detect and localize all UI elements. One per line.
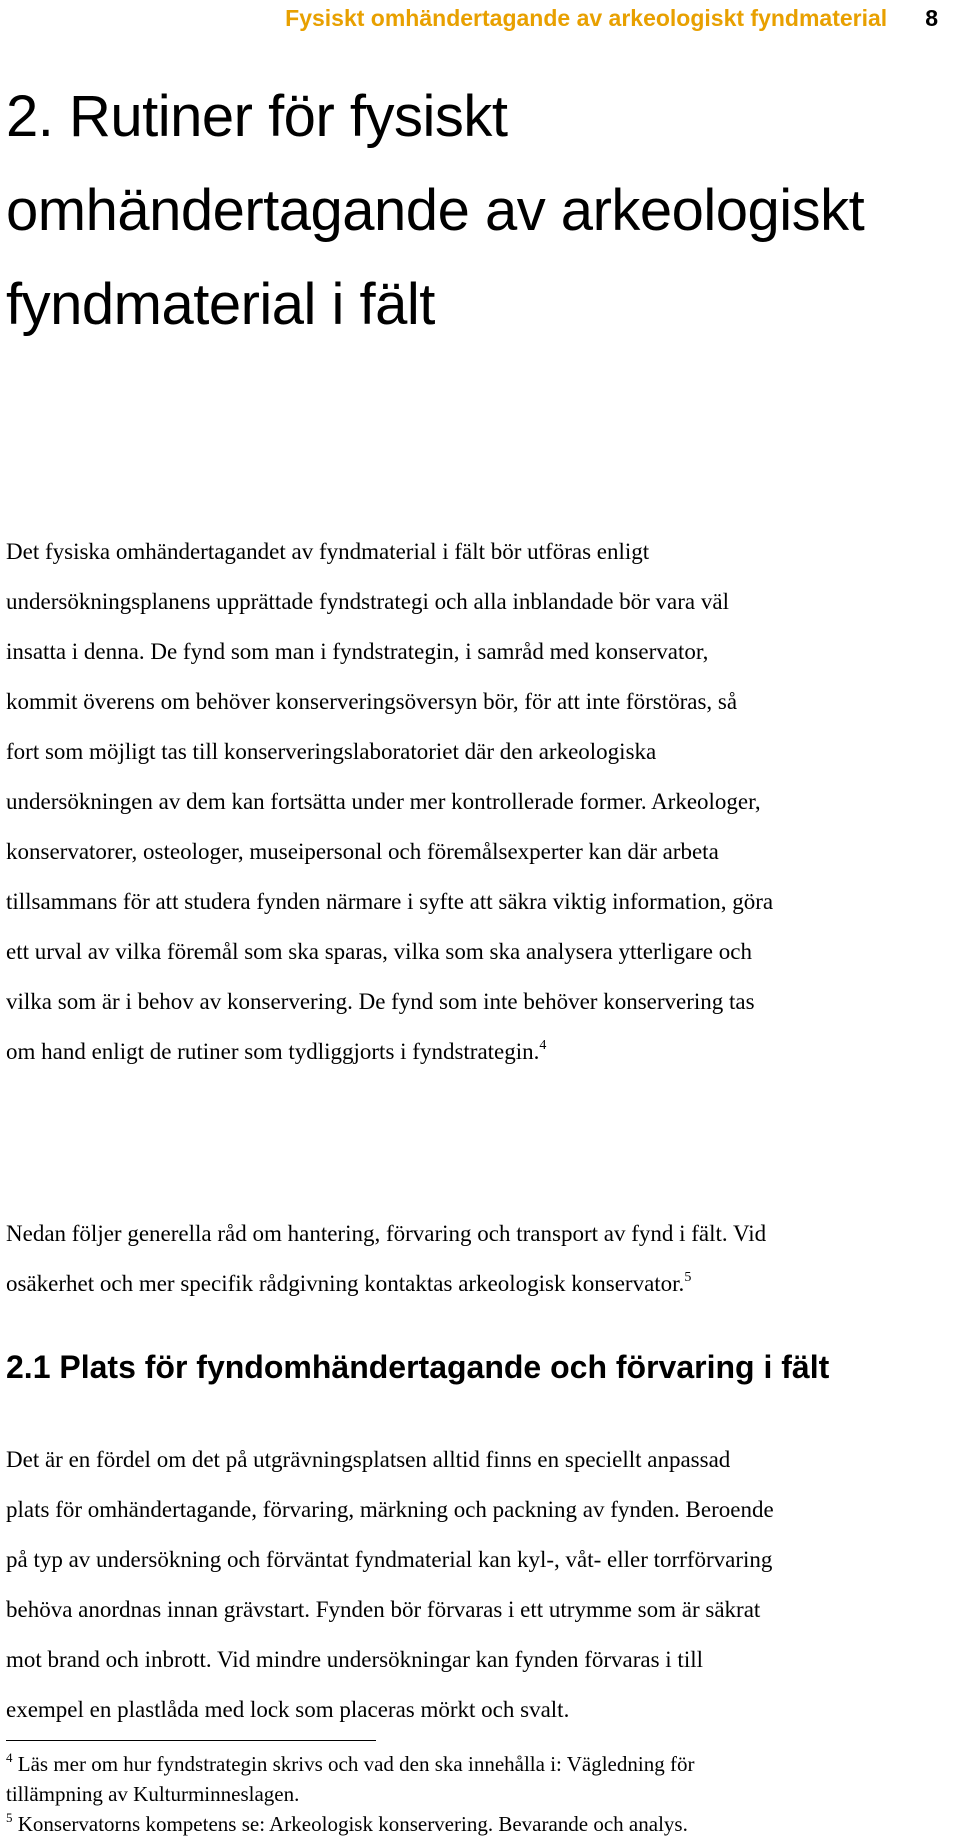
footnote-number: 5 xyxy=(6,1810,13,1825)
footnote-reference: 5 xyxy=(684,1270,692,1285)
paragraph-line: undersökningsplanens upprättade fyndstrategi och alla inblandade bör vara väl xyxy=(6,589,729,614)
footnote xyxy=(6,1809,694,1839)
footnote-line xyxy=(6,1809,694,1839)
footnote-reference: 4 xyxy=(539,1038,547,1053)
paragraph-storage xyxy=(6,1435,774,1735)
paragraph-advice xyxy=(6,1209,766,1309)
footnote-text: Läs mer om hur fyndstrategin skrivs och vad den ska innehålla i: Vägledning för xyxy=(17,1752,695,1776)
chapter-heading-line: fyndmaterial i fält xyxy=(6,272,435,337)
paragraph-line: plats för omhändertagande, förvaring, märkning och packning av fynden. Beroende xyxy=(6,1497,774,1522)
section-heading: 2.1 Plats för fyndomhändertagande och förvaring i fält xyxy=(6,1349,830,1385)
paragraph-line: konservatorer, osteologer, museipersonal och föremålsexperter kan där arbeta xyxy=(6,839,719,864)
paragraph-line-text: om hand enligt de rutiner som tydliggjorts i fyndstrategin. xyxy=(6,1039,540,1064)
page-number: 8 xyxy=(925,5,938,31)
chapter-heading-line: omhändertagande av arkeologiskt xyxy=(6,178,865,243)
footnote-line xyxy=(6,1749,694,1779)
paragraph-line: mot brand och inbrott. Vid mindre undersökningar kan fynden förvaras i till xyxy=(6,1647,703,1672)
paragraph-line-text: osäkerhet och mer specifik rådgivning kontaktas arkeologisk konservator. xyxy=(6,1271,685,1296)
paragraph-intro xyxy=(6,527,773,1077)
footnote-divider xyxy=(6,1740,376,1741)
paragraph-line: insatta i denna. De fynd som man i fyndstrategin, i samråd med konservator, xyxy=(6,639,709,664)
paragraph-line xyxy=(6,1027,773,1077)
footnote xyxy=(6,1749,694,1809)
footnotes xyxy=(6,1749,694,1839)
paragraph-line: tillsammans för att studera fynden närmare i syfte att säkra viktig information, göra xyxy=(6,889,774,914)
paragraph-line: vilka som är i behov av konservering. De fynd som inte behöver konservering tas xyxy=(6,989,755,1014)
paragraph-line: Det fysiska omhändertagandet av fyndmaterial i fält bör utföras enligt xyxy=(6,539,650,564)
running-header-title: Fysiskt omhändertagande av arkeologiskt fyndmaterial xyxy=(285,5,888,31)
paragraph-line: exempel en plastlåda med lock som placeras mörkt och svalt. xyxy=(6,1697,570,1722)
paragraph-line: undersökningen av dem kan fortsätta under mer kontrollerade former. Arkeologer, xyxy=(6,789,761,814)
paragraph-line: fort som möjligt tas till konserveringslaboratoriet där den arkeologiska xyxy=(6,739,657,764)
paragraph-line: Nedan följer generella råd om hantering, förvaring och transport av fynd i fält. Vid xyxy=(6,1221,767,1246)
chapter-heading-line: 2. Rutiner för fysiskt xyxy=(6,84,508,149)
paragraph-line: behöva anordnas innan grävstart. Fynden bör förvaras i ett utrymme som är säkrat xyxy=(6,1597,761,1622)
paragraph-line: kommit överens om behöver konserveringsöversyn bör, för att inte förstöras, så xyxy=(6,689,738,714)
footnote-text: Konservatorns kompetens se: Arkeologisk konservering. Bevarande och analys. xyxy=(17,1812,688,1836)
chapter-heading xyxy=(6,70,956,352)
paragraph-line: ett urval av vilka föremål som ska sparas, vilka som ska analysera ytterligare och xyxy=(6,939,752,964)
footnote-number: 4 xyxy=(6,1750,13,1765)
paragraph-line: på typ av undersökning och förväntat fyndmaterial kan kyl-, våt- eller torrförvaring xyxy=(6,1547,773,1572)
paragraph-line xyxy=(6,1259,766,1309)
running-header xyxy=(285,4,938,32)
footnote-line: tillämpning av Kulturminneslagen. xyxy=(6,1782,300,1806)
paragraph-line: Det är en fördel om det på utgrävningsplatsen alltid finns en speciellt anpassad xyxy=(6,1447,731,1472)
